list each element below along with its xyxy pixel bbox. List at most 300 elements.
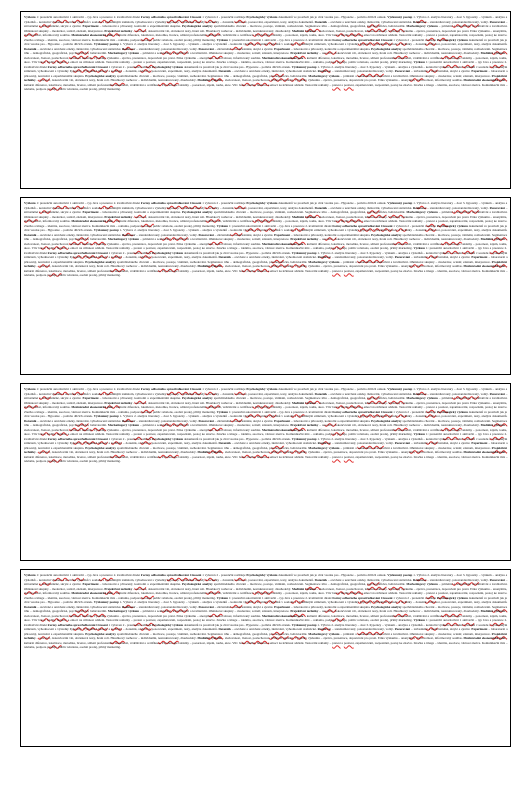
text-run: pole [107,591,113,595]
text-run: , [240,450,242,454]
text-run: výzkumu [477,400,490,405]
misspelled-word: Hloubkový [110,636,125,640]
text-run: chování [138,631,150,636]
text-run: ekonomické [482,78,499,82]
text-run: , [88,232,91,237]
text-run: Experiment [274,232,291,237]
text-run: , [263,432,266,436]
text-run: výzkum [242,228,255,232]
text-run: zpráva [323,636,332,640]
text-run: 2 - prezenční [215,573,235,577]
text-run: Komunikační [481,82,500,87]
text-run: . [478,237,481,241]
text-run: záměrem [314,42,326,46]
text-run: 2 [427,387,429,391]
text-run: kulturní [306,55,317,60]
text-run: výzkum [210,78,222,82]
text-run: sledovanost [319,214,335,219]
text-run: , [36,631,39,636]
text-run: reklama [24,459,35,463]
text-run: zkušenosti [207,405,221,409]
text-run: , [169,400,171,405]
text-run: a [213,600,215,604]
text-run: – [29,237,33,241]
misspelled-word: kontrolní [38,391,51,396]
text-run: a [423,454,426,459]
text-run: . [29,618,32,622]
text-run: reklamy [119,246,130,250]
text-run: a [50,73,53,78]
text-run: . [323,33,326,37]
text-run: asociace [321,237,333,241]
text-run: . [461,450,464,454]
text-run: účinnost [69,613,81,618]
text-run: , [240,78,242,82]
text-run: asociace [58,37,70,42]
text-run: , [449,46,452,51]
text-run: Marketingový [308,445,328,450]
text-run: , [36,259,39,264]
text-run: Java [481,618,490,622]
text-run: 2. [112,573,118,577]
text-run: sdělení [95,618,105,622]
text-run: a [232,232,234,237]
misspelled-word: autoritativní [245,595,262,600]
text-run: marketing [398,432,412,436]
text-run: emocí [363,219,372,223]
misspelled-word: čtenost [40,55,50,60]
text-run: – [426,391,430,396]
text-run: . [480,82,482,87]
text-run: zjevné [264,418,273,423]
text-run: výsledků [411,64,423,69]
text-run: testy [372,237,378,241]
text-run: skupiny [424,631,435,636]
text-run: dobrovolnost [24,33,41,37]
text-run: dotazník [222,391,234,396]
text-run: akce [318,33,324,37]
text-run: souladu [283,414,294,418]
text-run: – [137,450,141,454]
misspelled-word: nestrukturovaný [157,636,179,640]
text-run: Etika [176,241,184,246]
text-run: účinnost [69,427,81,432]
text-run: – [35,264,40,268]
misspelled-word: kontrolní [134,24,147,28]
text-run: . [487,391,490,396]
misspelled-word: polostandardizovaný [357,627,384,631]
text-run: , [88,423,91,427]
text-run: , [307,591,310,595]
text-run: 1 [68,387,73,391]
text-run: – [339,259,344,264]
text-run: a [267,454,270,459]
text-run: rozhodování [287,396,304,400]
text-run: . [386,214,389,219]
text-run: informovaný [42,405,60,409]
text-run: citát vzorku psa - [222,250,247,255]
text-run: . [490,232,492,237]
text-run: reklamy [81,427,92,432]
text-run: s [294,228,297,232]
text-run: účinnost [376,219,388,223]
text-run: analýza [137,414,148,418]
text-run: vět [352,423,356,427]
text-run: kulturní [116,591,127,595]
text-run: hypotézy [369,622,382,627]
text-run: certifikace [429,241,444,246]
text-run: zkušenosti [207,33,221,37]
text-run: kulturní [116,405,127,409]
misspelled-word: behaviorální [290,73,307,78]
text-run: , [97,459,99,463]
text-run: experiment [264,577,279,582]
text-run: , [267,73,270,78]
text-run: , [323,432,326,436]
text-run: testy [183,255,190,259]
text-run: rozpoznání [374,640,389,645]
misspelled-word: psychografická [367,24,387,28]
text-run: , [255,268,257,273]
misspelled-word: pretest [332,82,341,87]
text-run: techniky [111,441,123,445]
text-run: na [372,591,376,595]
text-run: Marketingový [107,609,128,613]
misspelled-word: poslechovost [346,28,364,33]
misspelled-word: Výbava [123,228,134,232]
text-run: – [504,577,508,582]
misspelled-word: čtenost [335,28,345,33]
text-run: , [214,454,216,459]
misspelled-word: a prezence [290,595,305,600]
text-run: . [411,268,414,273]
misspelled-word: Hloubkový [110,450,125,454]
text-run: , [178,450,181,454]
text-run: , [146,400,148,405]
text-run: Výzkumné [83,69,98,73]
text-run: 2 [331,64,333,69]
misspelled-word: nestrukturovaný [252,214,274,219]
text-run: zájem [206,640,215,645]
misspelled-word: rozlišuje [234,387,246,391]
text-run: , [332,423,335,427]
text-run: , [263,60,266,64]
text-run: , [332,609,335,613]
misspelled-word: nestrukturovaný [441,51,462,55]
page-text [24,15,507,185]
text-run: účinnost [69,241,81,246]
text-run: – potřeba [258,436,273,441]
text-run: pole [499,78,505,82]
text-run: skupiny [223,237,234,241]
text-run: a [34,595,36,600]
text-run: 1 [317,64,319,69]
text-run: ve [199,436,203,441]
text-run: reklamy [376,28,387,33]
text-run: hudby [47,246,55,250]
text-run: reklamy [282,78,294,82]
text-run: . [180,24,182,28]
document-page-4[interactable] [20,569,511,747]
text-run: , [472,604,475,609]
text-run: , [267,445,270,450]
text-run: testy [184,28,191,33]
text-run: , [368,618,371,622]
text-run: . [490,46,492,51]
text-run: rozhovor [138,627,150,631]
text-run: , [39,55,41,60]
text-run: a [117,210,120,214]
text-run: , [169,28,171,33]
text-run: metodika [346,613,358,618]
text-run: a [62,577,65,582]
text-run: . [411,577,413,582]
text-run: . [195,450,198,454]
text-run: výzkumu [385,636,398,640]
text-run: analýza [191,441,202,445]
misspelled-word: sprostředkování [73,64,96,69]
misspelled-word: lokalizace [48,268,62,273]
text-run: kvantitativní [373,445,390,450]
text-run: skryté [449,627,458,631]
text-run: Komunikační [91,37,110,42]
text-run: reklamy [282,264,294,268]
text-run: scénář [252,423,261,427]
text-run: doporučení [349,78,364,82]
text-run: , [353,454,356,459]
text-run: zájem [206,82,215,87]
text-run: a [308,604,310,609]
text-run: Výsledky [93,241,106,246]
text-run: , [386,396,389,400]
document-page-1[interactable] [20,11,511,189]
text-run: Formy odborného [47,250,73,255]
text-run: – [115,409,119,414]
text-run: Psychologické analýzy [371,46,402,51]
text-run: je [219,622,223,627]
text-run: . [120,87,121,91]
text-run: – [188,268,193,273]
text-run: , [460,46,463,51]
text-run: – [339,445,344,450]
text-run: analýza [287,577,298,582]
text-run: humoru [256,82,267,87]
text-run: v [89,205,91,210]
text-run: Mediální [197,264,210,268]
text-run: profesionální [379,241,397,246]
text-run: testy [473,228,480,232]
misspelled-word: autoritativní [245,223,262,228]
text-run: , [136,441,139,445]
text-run: . [91,427,94,432]
text-run: experiment [167,255,183,259]
misspelled-word: rozlišuje [140,64,152,69]
text-run: Psychologický výzkum [152,436,184,441]
text-run: . [371,414,374,418]
misspelled-word: škálování [76,46,89,51]
text-run: motivace [152,631,165,636]
misspelled-word: kontrolní [324,418,337,423]
text-run: , [348,396,351,400]
text-run: , [250,636,253,640]
text-run: reklamy [178,268,189,273]
text-run: prodeje [141,223,152,228]
text-run: dokumentů [277,15,294,19]
text-run: , [67,609,69,613]
text-run: identita [437,268,447,273]
text-run: reklamy [271,219,282,223]
text-run: nezúčastněné [431,441,449,445]
text-run: , [433,78,435,82]
text-run: – [213,418,218,423]
text-run: rozpoznání [374,82,389,87]
text-run: Výzkumný postup [387,387,413,391]
text-run: – [49,214,52,219]
text-run: – [118,55,123,60]
text-run: Pozorování [489,391,505,396]
text-run: vnímání [462,604,473,609]
text-run: a [67,60,70,64]
text-run: statistické [107,604,121,609]
text-run: , [233,577,236,582]
text-run: , [246,19,249,24]
text-run: dobrovolnost [416,264,434,268]
text-run: volný [385,69,393,73]
text-run: Experiment [471,69,488,73]
text-run: – [276,409,280,414]
text-run: prostředí jak [296,201,315,205]
text-run: pole [297,427,304,432]
text-run: s [294,414,297,418]
text-run: reklamy [318,82,329,87]
text-run: Značka [413,454,423,459]
text-run: Pozorování [198,232,214,237]
text-run: statistické [303,441,316,445]
text-run: , [449,232,452,237]
text-run: , [461,73,464,78]
text-run: statistické [303,255,316,259]
text-run: praxi [369,264,377,268]
text-run: pro [456,28,462,33]
text-run: experiment [264,391,279,396]
text-run: značce [497,405,507,409]
text-run: hudby [47,618,55,622]
text-run: moderátor [237,609,251,613]
text-run: , [332,237,335,241]
text-run: doporučení [441,400,457,405]
text-run: , [151,223,153,228]
text-run: s [345,228,347,232]
text-run: – [437,210,442,214]
misspelled-word: Cizoseni [380,595,393,600]
misspelled-word: poslechovost [51,55,69,60]
text-run: přirozený [310,418,323,423]
text-run: hypotézy [167,19,179,24]
text-run: , [88,237,91,241]
text-run: testy [372,423,378,427]
document-page-3[interactable] [20,383,511,561]
text-run: – [328,640,333,645]
text-run: pozorování [151,69,166,73]
text-run: rozpoznání [469,33,484,37]
text-run: účinnost [282,640,294,645]
text-run: , [156,78,158,82]
text-run: výzkum [128,237,140,241]
text-run: – [118,427,123,432]
text-run: pole [107,219,113,223]
text-run: výzkum [210,264,222,268]
text-run: spotřebitelského [116,73,138,78]
text-run: v [89,577,91,582]
text-run: vyhodnocení [381,391,398,396]
text-run: a [144,82,146,87]
text-run: standardizovaný [138,604,160,609]
text-run: a [189,609,192,613]
text-run: sledovanost [224,264,241,268]
text-run: – [504,205,508,210]
text-run: , [94,78,97,82]
text-run: , [470,24,473,28]
text-run: s [489,622,491,627]
text-run: 2 [427,573,429,577]
text-run: reklama [118,37,129,42]
text-run: pozornost [192,640,205,645]
text-run: anonymita [400,264,415,268]
text-run: vzdělávání [129,640,144,645]
text-run: – [149,631,153,636]
text-run: Výsledky [388,214,401,219]
text-run: dílčích otázek [73,600,92,604]
text-run: kvantitativní [172,237,189,241]
text-run: , [191,223,194,228]
text-run: vyhodnocení [381,19,398,24]
text-run: 2 - prezenční [406,595,426,600]
text-run: , [316,591,319,595]
text-run: , [45,618,48,622]
text-run: dotazník [222,577,234,582]
text-run: Výzkumné [180,577,195,582]
text-run: asociace [448,454,460,459]
misspelled-word: psychografická [68,609,89,613]
text-run: Výzkumný postup [387,15,413,19]
text-run: Značka [413,268,423,273]
text-run: a [458,255,461,259]
text-run: , [204,268,207,273]
text-run: , [447,219,450,223]
text-run: hudby [340,405,349,409]
text-run: a [254,414,256,418]
text-run: značce [205,60,215,64]
text-run: , [325,228,328,232]
text-run: , [50,450,52,454]
text-run: výzkum [426,24,438,28]
text-run: citát vzorku psa - [222,436,247,441]
text-run: relations [357,618,369,622]
text-run: s [152,577,154,582]
text-run: , [470,210,473,214]
text-run: . [303,268,306,273]
text-run: testy [89,78,95,82]
document-page-2[interactable] [20,197,511,375]
text-run: Psychologie [445,55,461,60]
text-run: značce [403,640,412,645]
text-run: a [423,82,426,87]
text-run: metodika [63,640,76,645]
text-run: barev [332,33,340,37]
text-run: . [303,582,305,586]
text-run: . [404,396,407,400]
text-run: . [407,445,410,450]
